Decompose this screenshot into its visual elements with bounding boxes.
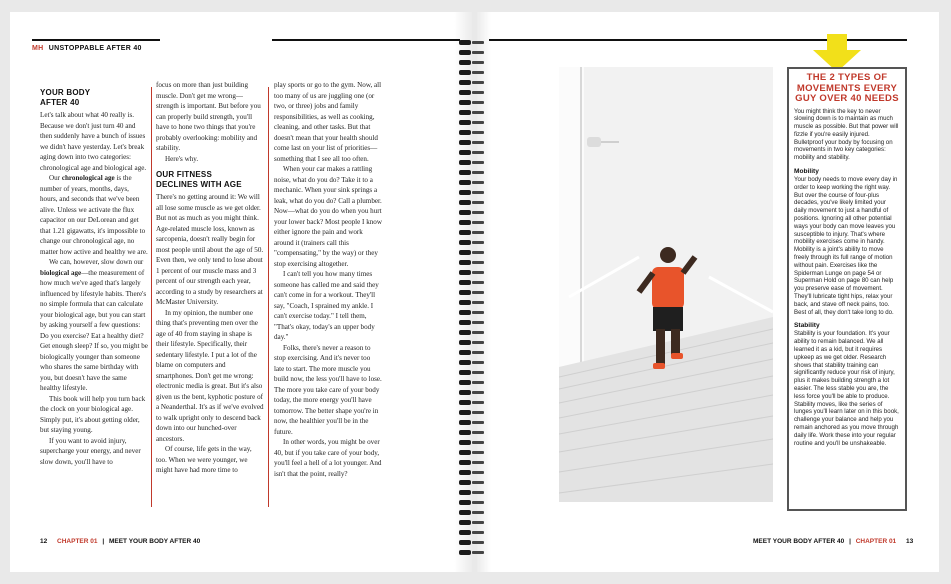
binding-coil (459, 130, 489, 135)
binding-coil (459, 60, 489, 65)
page-number: 13 (906, 538, 914, 545)
binding-coil (459, 160, 489, 165)
binding-coil (459, 50, 489, 55)
left-page (10, 12, 472, 572)
binding-coil (459, 150, 489, 155)
binding-coil (459, 540, 489, 545)
page-number: 12 (40, 538, 48, 545)
header-rule-right (272, 39, 460, 41)
column-divider (151, 87, 152, 507)
paragraph: I can't tell you how many times someone has called me and said they can't come in for a workout. They'll say, "Coach, I sprained my ankle. I can't exercise today." I tell them, "That's okay, today's an upper body day." (274, 270, 379, 341)
right-page (477, 12, 939, 572)
binding-coil (459, 270, 489, 275)
sidebar-paragraph-mobility: Your body needs to move every day in order to keep working the right way. But over the course of four-plus decades, you've likely limited your daily movement to just a handful of positions. Ignoring all other potential ways your body can move leaves you susceptible to injury. That's where mobility exercises come in handy. Mobility is a joint's ability to move freely through its full range of motion without pain. Exercises like the Spiderman Lunge on page 54 or Superman Hold on page 80 can help you preserve ease of movement. They'll lubricate tight hips, relax your back, and stave off neck pains, too. Best of all, they don't take long to do. (794, 176, 898, 316)
runner-stairs-photo (559, 67, 773, 502)
paragraph: Of course, life gets in the way, too. When we were younger, we might have had more time to (156, 445, 252, 474)
column-3 (274, 80, 382, 479)
paragraph: Our chronological age is the number of years, months, days, hours, and seconds that we've been alive. Unless we activate the flux capacitor on our DeLorean and get that 1.21 gigawatts, it's impossible to change our chronological age, no matter how active and healthy we are. (40, 174, 148, 256)
binding-coil (459, 430, 489, 435)
sidebar-intro: You might think the key to never slowing down is to maintain as much muscle as possible. But that power will fizzle if you're easily injured. Bulletproof your body by focusing on movements in two key categories: mobility and stability. (794, 107, 899, 162)
binding-coil (459, 250, 489, 255)
page-footer: 12 CHAPTER 01 | MEET YOUR BODY AFTER 40 (40, 538, 201, 545)
running-header (32, 45, 142, 52)
paragraph: focus on more than just building muscle. Don't get me wrong—strength is important. But before you can properly build strength, you'll have to hone two things that you're probably overlooking: mobility and stability. (156, 81, 261, 152)
sidebar-title: THE 2 TYPES OF MOVEMENTS EVERY GUY OVER 40 NEEDS (795, 72, 899, 104)
chapter-label: CHAPTER 01 (855, 538, 897, 545)
binding-coil (459, 340, 489, 345)
column-1 (40, 88, 148, 467)
binding-coil (459, 450, 489, 455)
binding-coil (459, 410, 489, 415)
binding-coil (459, 240, 489, 245)
paragraph: There's no getting around it: We will all lose some muscle as we get older. But not as much as you might think. Age-related muscle loss, known as sarcopenia, doesn't really begin for most people until about the age of 50. Even then, we only tend to lose about 1 percent of our muscle mass and 3 percent of our strength each year, according to a study by researchers at McMaster University. (156, 193, 264, 306)
paragraph: When your car makes a rattling noise, what do you do? Take it to a mechanic. When your sink springs a leak, what do you do? Call a plumber. Now—what do you do when you hurt your lower back? Most people I know either ignore the pain and work around it (trainers call this "compensating," by the way) or they stop exercising altogether. (274, 165, 382, 268)
binding-coil (459, 300, 489, 305)
chapter-title: MEET YOUR BODY AFTER 40 (108, 538, 201, 545)
binding-coil (459, 550, 489, 555)
binding-coil (459, 70, 489, 75)
page-footer: MEET YOUR BODY AFTER 40 | CHAPTER 01 13 (753, 538, 914, 545)
sidebar-box (787, 67, 907, 511)
paragraph: In my opinion, the number one thing that's preventing men over the age of 40 from staying in shape is their lifestyle. Specifically, their sedentary lifestyle. I put a lot of the blame on computers and smartphones. Don't get me wrong: electronic media is great. But it's also given us the bent, kyphotic posture of a Neanderthal. It's as if we've evolved to walk upright only to descend back down into our hunched-over ancestors. (156, 308, 264, 443)
binding-coil (459, 510, 489, 515)
paragraph: Here's why. (165, 154, 199, 163)
term-chronological-age: chronological age (61, 174, 115, 182)
binding-coil (459, 100, 489, 105)
binding-coil (459, 140, 489, 145)
binding-coil (459, 490, 489, 495)
paragraph: Let's talk about what 40 really is. Because we don't just turn 40 and then suddenly have a bunch of issues we didn't have yesterday. Let's break aging down into two categories: chronological age and biological age. (40, 111, 147, 172)
section-heading: OUR FITNESS DECLINES WITH AGE (156, 170, 242, 189)
chapter-title: MEET YOUR BODY AFTER 40 (753, 538, 845, 545)
binding-coil (459, 80, 489, 85)
binding-coil (459, 110, 489, 115)
binding-coil (459, 360, 489, 365)
paragraph: If you want to avoid injury, supercharge your energy, and never slow down, you'll have to (40, 436, 141, 466)
binding-coil (459, 230, 489, 235)
binding-coil (459, 330, 489, 335)
binding-coil (459, 170, 489, 175)
paragraph: Folks, there's never a reason to stop exercising. And it's never too late to start. The more muscle you build now, the less you'll have to lose. The more you take care of your body today, the more energy you'll have tomorrow. The better shape you're in now, the healthier you'll be in the future. (274, 343, 382, 436)
binding-coil (459, 470, 489, 475)
binding-coil (459, 210, 489, 215)
binding-coil (459, 390, 489, 395)
binding-coil (459, 120, 489, 125)
binding-coil (459, 280, 489, 285)
binding-coil (459, 530, 489, 535)
column-2 (156, 80, 264, 476)
chapter-label: CHAPTER 01 (57, 538, 98, 545)
binding-coil (459, 180, 489, 185)
binding-coil (459, 440, 489, 445)
binding-coil (459, 400, 489, 405)
sidebar-subheading-mobility: Mobility (794, 168, 819, 176)
binding-coil (459, 380, 489, 385)
section-heading: YOUR BODY AFTER 40 (40, 88, 91, 107)
binding-coil (459, 90, 489, 95)
binding-coil (459, 260, 489, 265)
brand-logo: MH (32, 45, 44, 52)
book-title: UNSTOPPABLE AFTER 40 (48, 45, 142, 52)
term-biological-age: biological age (40, 268, 82, 277)
sidebar-subheading-stability: Stability (794, 322, 820, 330)
header-rule (32, 39, 160, 41)
binding-coil (459, 420, 489, 425)
sidebar-paragraph-stability: Stability is your foundation. It's your ability to remain balanced. We all learned it as a kid, but it requires upkeep as we get older. Research shows that stability training can significantly reduce your risk of injury, plus it makes building strength a lot easier. The less stable you are, the less force you'll be able to produce. Stability moves, like the series of lunges you'll learn later on in this book, challenge your balance and help you remain anchored as you move through daily life. Work these into your regular routine and you'll be unshakeable. (794, 330, 899, 447)
binding-coil (459, 310, 489, 315)
paragraph: We can, however, slow down our biological age—the measurement of how much we've aged that's largely influenced by lifestyle habits. There's no simple formula that can calculate your biological age, but you can start by asking yourself a few questions: Do you exercise? Eat a healthy diet? Get enough sleep? If so, you might be biologically younger than someone who shares the same birthday with you, but doesn't have the same healthy lifestyle. (40, 258, 148, 392)
paragraph: In other words, you might be over 40, but if you take care of your body, you'll feel a hell of a lot younger. And isn't that the point, really? (274, 438, 382, 478)
binding-coil (459, 370, 489, 375)
binding-coil (459, 480, 489, 485)
paragraph: play sports or go to the gym. Now, all too many of us are juggling one (or two, or three) jobs and family responsibilities, as well as cooking, cleaning, and other tasks. But that doesn't mean that your health should come last on your list of priorities—something that I see all too often. (274, 81, 382, 163)
paragraph: This book will help you turn back the clock on your biological age. Simply put, it's about getting older, but staying young. (40, 394, 146, 434)
column-divider (268, 87, 269, 507)
binding-coil (459, 520, 489, 525)
binding-coil (459, 40, 489, 45)
binding-coil (459, 290, 489, 295)
binding-coil (459, 190, 489, 195)
binding-coil (459, 220, 489, 225)
binding-coil (459, 200, 489, 205)
spiral-binding (459, 40, 489, 560)
binding-coil (459, 460, 489, 465)
binding-coil (459, 320, 489, 325)
binding-coil (459, 500, 489, 505)
binding-coil (459, 350, 489, 355)
